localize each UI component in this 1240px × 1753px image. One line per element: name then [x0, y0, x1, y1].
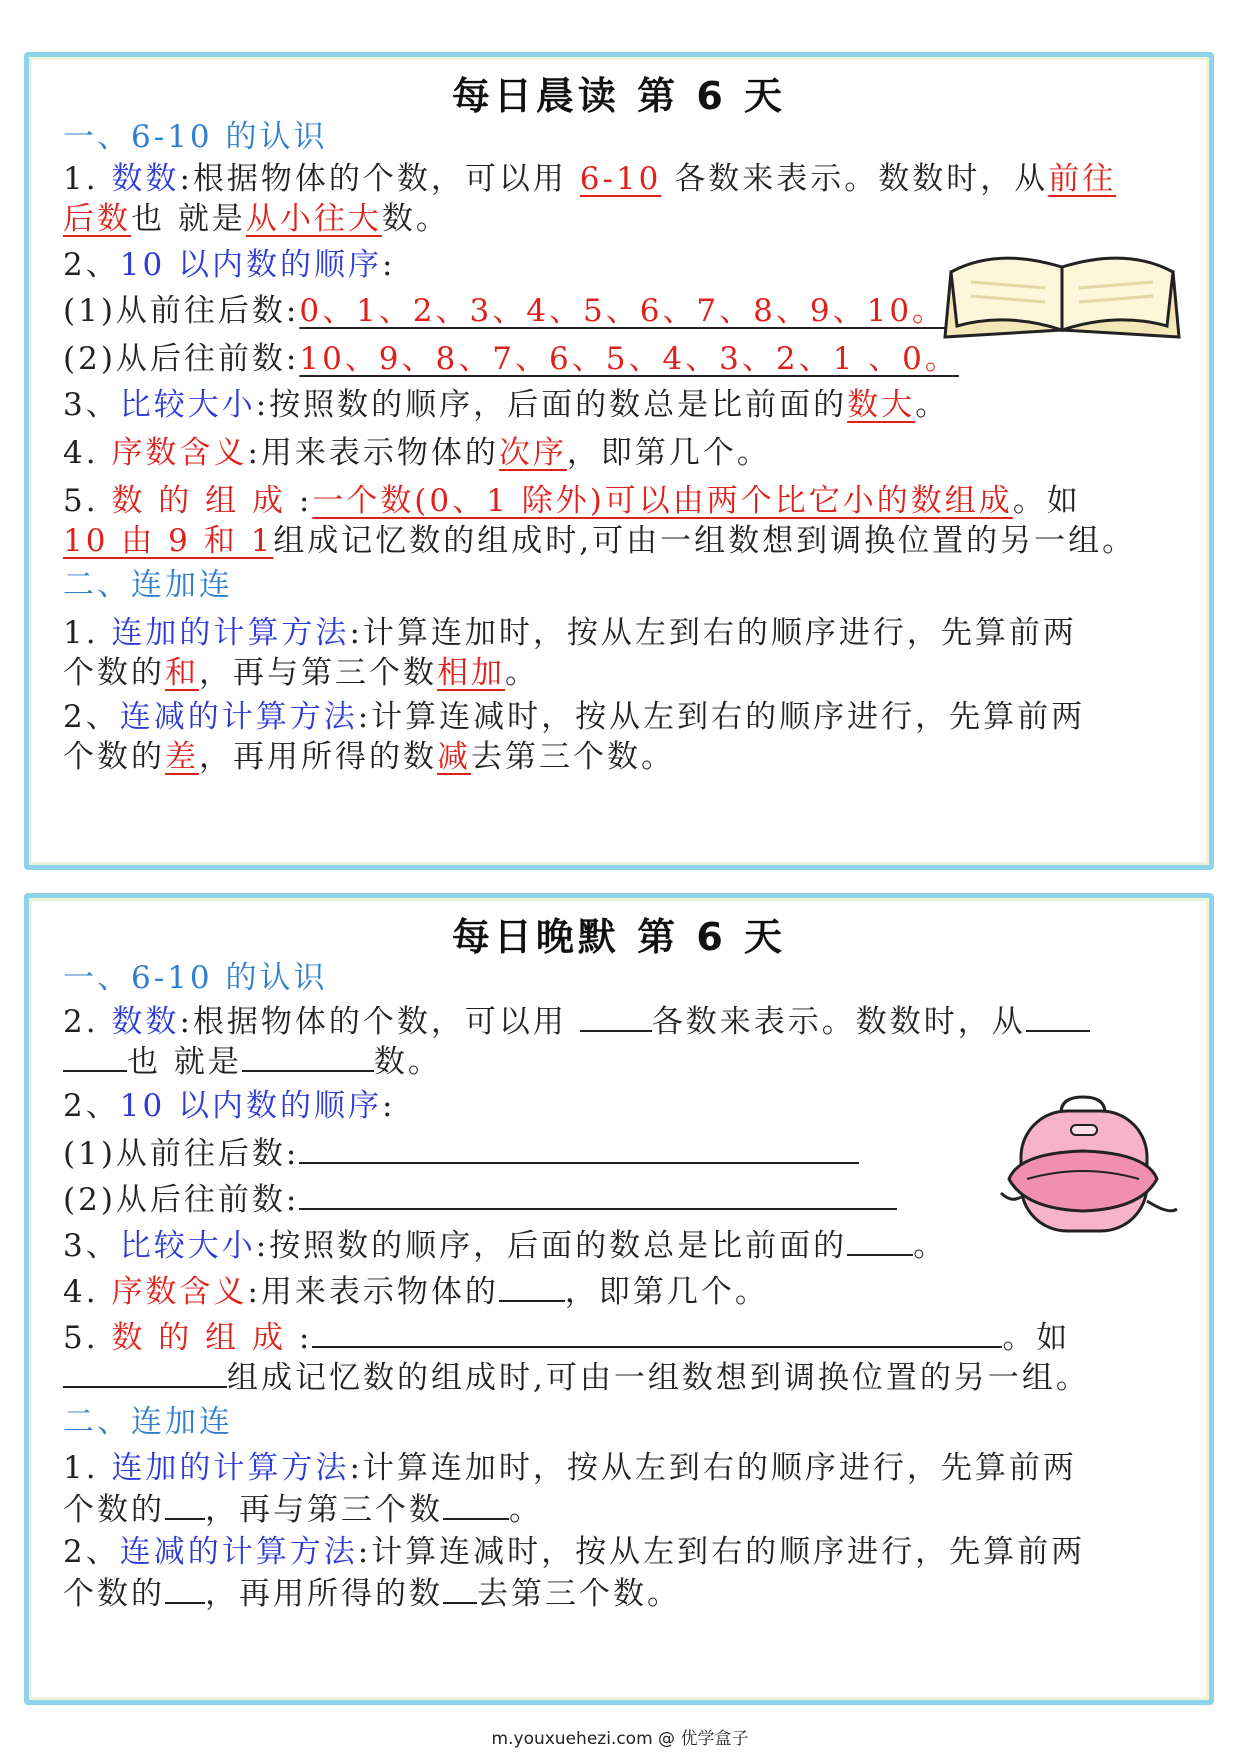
- evening-item-1-cont: 也 就是 数。: [63, 1040, 1179, 1082]
- blank-composition[interactable]: [312, 1316, 1002, 1348]
- blank-add[interactable]: [443, 1488, 509, 1520]
- footer-watermark: m.youxuehezi.com @ 优学盒子: [491, 1729, 749, 1749]
- evening-dictation-card: [24, 893, 1214, 1705]
- morning-item-3: 3、比较大小:按照数的顺序，后面的数总是比前面的数大。: [63, 387, 950, 423]
- morning-item-2-forward: (1)从前往后数:0、1、2、3、4、5、6、7、8、9、10。: [63, 293, 947, 329]
- evening-sub-method-cont: 个数的 ，再用所得的数 去第三个数。: [63, 1572, 1179, 1614]
- blank-direction-b[interactable]: [63, 1040, 127, 1072]
- blank-difference[interactable]: [165, 1572, 205, 1604]
- morning-add-method: 1. 连加的计算方法:计算连加时，按从左到右的顺序进行，先算前两: [63, 615, 1077, 651]
- blank-order[interactable]: [242, 1040, 374, 1072]
- evening-section-1: 一、6-10 的认识: [63, 960, 328, 996]
- morning-item-5: 5. 数 的 组 成 :一个数(0、1 除外)可以由两个比它小的数组成。如: [63, 483, 1081, 519]
- morning-item-2-backward: (2)从后往前数:10、9、8、7、6、5、4、3、2、1 、0。: [63, 341, 959, 377]
- evening-title: 每日晚默 第 6 天: [451, 915, 787, 959]
- blank-example[interactable]: [63, 1356, 227, 1388]
- morning-item-1: 1. 数数:根据物体的个数，可以用 6-10 各数来表示。数数时，从前往: [63, 161, 1117, 197]
- evening-item-5: 5. 数 的 组 成 : 。如: [63, 1316, 1179, 1358]
- morning-item-2: 2、10 以内数的顺序:: [63, 247, 396, 283]
- morning-item-5-cont: 10 由 9 和 1组成记忆数的组成时,可由一组数想到调换位置的另一组。: [63, 523, 1137, 559]
- evening-add-method-cont: 个数的 ，再与第三个数 。: [63, 1488, 1179, 1530]
- blank-ordinal[interactable]: [499, 1270, 565, 1302]
- blank-forward-sequence[interactable]: [299, 1132, 859, 1164]
- morning-item-4: 4. 序数含义:用来表示物体的次序，即第几个。: [63, 435, 771, 471]
- evening-item-2-backward: (2)从后往前数:: [63, 1178, 1179, 1220]
- morning-add-method-cont: 个数的和，再与第三个数相加。: [63, 655, 539, 691]
- blank-direction-a[interactable]: [1026, 1000, 1090, 1032]
- evening-item-3: 3、比较大小:按照数的顺序，后面的数总是比前面的 。: [63, 1224, 1179, 1266]
- open-book-icon: [937, 242, 1187, 342]
- pink-backpack-icon: [991, 1093, 1181, 1243]
- evening-item-2-forward: (1)从前往后数:: [63, 1132, 1179, 1174]
- morning-item-1-cont: 后数也 就是从小往大数。: [63, 201, 450, 237]
- blank-subtract[interactable]: [443, 1572, 477, 1604]
- evening-item-2: 2、10 以内数的顺序:: [63, 1088, 396, 1124]
- morning-sub-method: 2、连减的计算方法:计算连减时，按从左到右的顺序进行，先算前两: [63, 699, 1086, 735]
- blank-range[interactable]: [580, 1000, 652, 1032]
- evening-section-2: 二、连加连: [63, 1404, 233, 1440]
- blank-backward-sequence[interactable]: [299, 1178, 897, 1210]
- morning-title: 每日晨读 第 6 天: [451, 74, 787, 118]
- evening-item-4: 4. 序数含义:用来表示物体的 ，即第几个。: [63, 1270, 1179, 1312]
- evening-sub-method: 2、连减的计算方法:计算连减时，按从左到右的顺序进行，先算前两: [63, 1534, 1086, 1570]
- morning-section-2: 二、连加连: [63, 567, 233, 603]
- evening-add-method: 1. 连加的计算方法:计算连加时，按从左到右的顺序进行，先算前两: [63, 1450, 1077, 1486]
- morning-section-1: 一、6-10 的认识: [63, 119, 328, 155]
- evening-item-5-cont: 组成记忆数的组成时,可由一组数想到调换位置的另一组。: [63, 1356, 1179, 1398]
- morning-reading-card: [24, 52, 1214, 870]
- evening-item-1: 2. 数数:根据物体的个数，可以用 各数来表示。数数时，从: [63, 1000, 1179, 1042]
- blank-sum[interactable]: [165, 1488, 205, 1520]
- morning-sub-method-cont: 个数的差，再用所得的数减去第三个数。: [63, 739, 675, 775]
- blank-compare[interactable]: [847, 1224, 913, 1256]
